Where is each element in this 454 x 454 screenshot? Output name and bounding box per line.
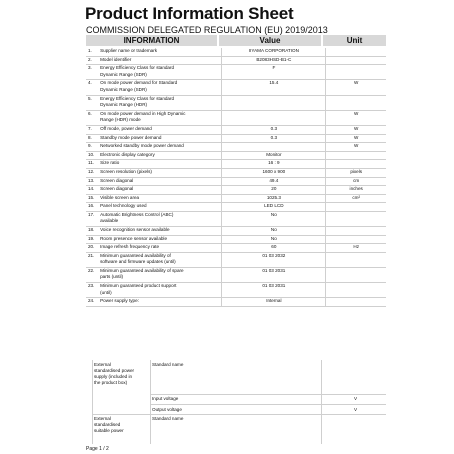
- row-value: [222, 110, 326, 125]
- row-unit: [326, 151, 386, 160]
- row-value: No: [222, 227, 326, 236]
- table-row: [86, 211, 386, 226]
- table-row: [86, 125, 386, 134]
- standard-name-label: Standard name: [152, 362, 184, 367]
- table-row: [86, 268, 386, 283]
- row-description: Size ratio: [98, 160, 222, 169]
- external-suitable-power-label: External standardised suitable power: [94, 416, 124, 433]
- row-number: 1.: [86, 48, 98, 56]
- row-description: Minimum guaranteed product support (until): [98, 283, 222, 298]
- row-description: On mode power demand for Standard Dynamic Range (SDR): [98, 80, 222, 95]
- row-unit: inches: [326, 186, 386, 195]
- row-number: 20.: [86, 244, 98, 253]
- row-number: 8.: [86, 134, 98, 143]
- row-value: [222, 95, 326, 110]
- table-row: [86, 143, 386, 152]
- row-unit: [326, 203, 386, 212]
- table-row: [86, 168, 386, 177]
- table-row: [86, 65, 386, 80]
- row-unit: [326, 65, 386, 80]
- row-description: Visible screen area: [98, 194, 222, 203]
- row-unit: [326, 211, 386, 226]
- table-row: [86, 227, 386, 236]
- row-value: 60: [222, 244, 326, 253]
- row-value: [222, 143, 326, 152]
- column-header-unit: Unit: [323, 35, 386, 46]
- divider: [92, 414, 386, 415]
- table-row: [86, 252, 386, 267]
- table-row: [86, 56, 386, 65]
- row-description: Model identifier: [98, 56, 222, 65]
- row-unit: cm²: [326, 194, 386, 203]
- divider: [150, 360, 151, 444]
- row-value: 01 03 2031: [222, 283, 326, 298]
- table-row: [86, 186, 386, 195]
- row-value: 01 03 2032: [222, 252, 326, 267]
- table-row: [86, 48, 386, 56]
- row-unit: [326, 48, 386, 56]
- row-number: 24.: [86, 298, 98, 307]
- column-header-value: Value: [219, 35, 321, 46]
- information-table: [86, 48, 386, 307]
- row-unit: W: [326, 134, 386, 143]
- row-number: 16.: [86, 203, 98, 212]
- row-description: Panel technology used: [98, 203, 222, 212]
- row-value: 0.3: [222, 125, 326, 134]
- table-row: [86, 194, 386, 203]
- table-row: [86, 95, 386, 110]
- row-unit: [326, 252, 386, 267]
- divider: [150, 404, 386, 405]
- table-row: [86, 151, 386, 160]
- row-unit: [326, 56, 386, 65]
- row-description: Screen resolution (pixels): [98, 168, 222, 177]
- standard-name-label-2: Standard name: [152, 416, 184, 421]
- row-description: Minimum guaranteed availability of spare parts (until): [98, 268, 222, 283]
- input-voltage-label: Input voltage: [152, 396, 179, 401]
- row-description: Image refresh frequency rate: [98, 244, 222, 253]
- row-number: 14.: [86, 186, 98, 195]
- regulation-subtitle: COMMISSION DELEGATED REGULATION (EU) 2019/2013: [86, 25, 328, 35]
- row-number: 2.: [86, 56, 98, 65]
- table-row: [86, 80, 386, 95]
- table-row: [86, 203, 386, 212]
- row-value: 1600 x 900: [222, 168, 326, 177]
- row-number: 10.: [86, 151, 98, 160]
- row-number: 22.: [86, 268, 98, 283]
- table-row: [86, 298, 386, 307]
- row-number: 21.: [86, 252, 98, 267]
- row-unit: [326, 283, 386, 298]
- output-voltage-unit: V: [354, 407, 358, 412]
- row-description: Electronic display category: [98, 151, 222, 160]
- table-row: [86, 244, 386, 253]
- row-description: Supplier name or trademark: [98, 48, 222, 56]
- row-number: 5.: [86, 95, 98, 110]
- external-power-supply-included-label: External standardised power supply (included in the product box): [94, 362, 135, 385]
- row-value: 15.4: [222, 80, 326, 95]
- column-header-information: INFORMATION: [86, 35, 217, 46]
- row-unit: [326, 160, 386, 169]
- row-number: 17.: [86, 211, 98, 226]
- table-row: [86, 110, 386, 125]
- row-number: 6.: [86, 110, 98, 125]
- table-row: [86, 177, 386, 186]
- row-value: IIYAMA CORPORATION: [222, 48, 326, 56]
- row-value: 16 : 9: [222, 160, 326, 169]
- row-number: 3.: [86, 65, 98, 80]
- row-description: Automatic Brightness Control (ABC) available: [98, 211, 222, 226]
- row-number: 11.: [86, 160, 98, 169]
- row-value: B2083HSD-B1-C: [222, 56, 326, 65]
- row-description: Off mode, power demand: [98, 125, 222, 134]
- divider: [92, 360, 93, 444]
- row-description: Power supply type:: [98, 298, 222, 307]
- row-description: Energy Efficiency Class for standard Dynamic Range (HDR): [98, 95, 222, 110]
- row-description: Minimum guaranteed availability of software and firmware updates (until): [98, 252, 222, 267]
- row-number: 18.: [86, 227, 98, 236]
- page-number: Page 1 / 2: [86, 446, 109, 452]
- row-unit: pixels: [326, 168, 386, 177]
- row-unit: W: [326, 143, 386, 152]
- row-value: 1025.3: [222, 194, 326, 203]
- table-row: [86, 283, 386, 298]
- row-number: 19.: [86, 235, 98, 244]
- row-unit: [326, 95, 386, 110]
- table-row: [86, 235, 386, 244]
- row-value: F: [222, 65, 326, 80]
- table-row: [86, 134, 386, 143]
- row-number: 7.: [86, 125, 98, 134]
- divider: [321, 360, 322, 444]
- row-description: Voice recognition sensor available: [98, 227, 222, 236]
- input-voltage-unit: V: [354, 396, 358, 401]
- row-description: Energy Efficiency Class for standard Dynamic Range (SDR): [98, 65, 222, 80]
- row-description: On mode power demand in High Dynamic Range (HDR) mode: [98, 110, 222, 125]
- row-value: No: [222, 235, 326, 244]
- row-unit: W: [326, 110, 386, 125]
- row-unit: [326, 227, 386, 236]
- row-value: LED LCD: [222, 203, 326, 212]
- row-unit: cm: [326, 177, 386, 186]
- page-title: Product Information Sheet: [85, 4, 294, 23]
- row-number: 4.: [86, 80, 98, 95]
- row-number: 12.: [86, 168, 98, 177]
- row-value: 0.3: [222, 134, 326, 143]
- row-unit: [326, 235, 386, 244]
- row-number: 23.: [86, 283, 98, 298]
- row-number: 9.: [86, 143, 98, 152]
- row-unit: [326, 268, 386, 283]
- row-value: 01 03 2031: [222, 268, 326, 283]
- row-unit: W: [326, 125, 386, 134]
- row-description: Networked standby mode power demand: [98, 143, 222, 152]
- row-description: Screen diagonal: [98, 177, 222, 186]
- row-value: Internal: [222, 298, 326, 307]
- row-value: No: [222, 211, 326, 226]
- row-number: 15.: [86, 194, 98, 203]
- row-unit: [326, 298, 386, 307]
- row-description: Standby mode power demand: [98, 134, 222, 143]
- divider: [150, 394, 386, 395]
- row-description: Room presence sensor available: [98, 235, 222, 244]
- row-value: 20: [222, 186, 326, 195]
- output-voltage-label: Output voltage: [152, 407, 182, 412]
- row-value: 49.4: [222, 177, 326, 186]
- row-unit: W: [326, 80, 386, 95]
- row-description: Screen diagonal: [98, 186, 222, 195]
- table-row: [86, 160, 386, 169]
- row-number: 13.: [86, 177, 98, 186]
- row-value: Monitor: [222, 151, 326, 160]
- row-unit: Hz: [326, 244, 386, 253]
